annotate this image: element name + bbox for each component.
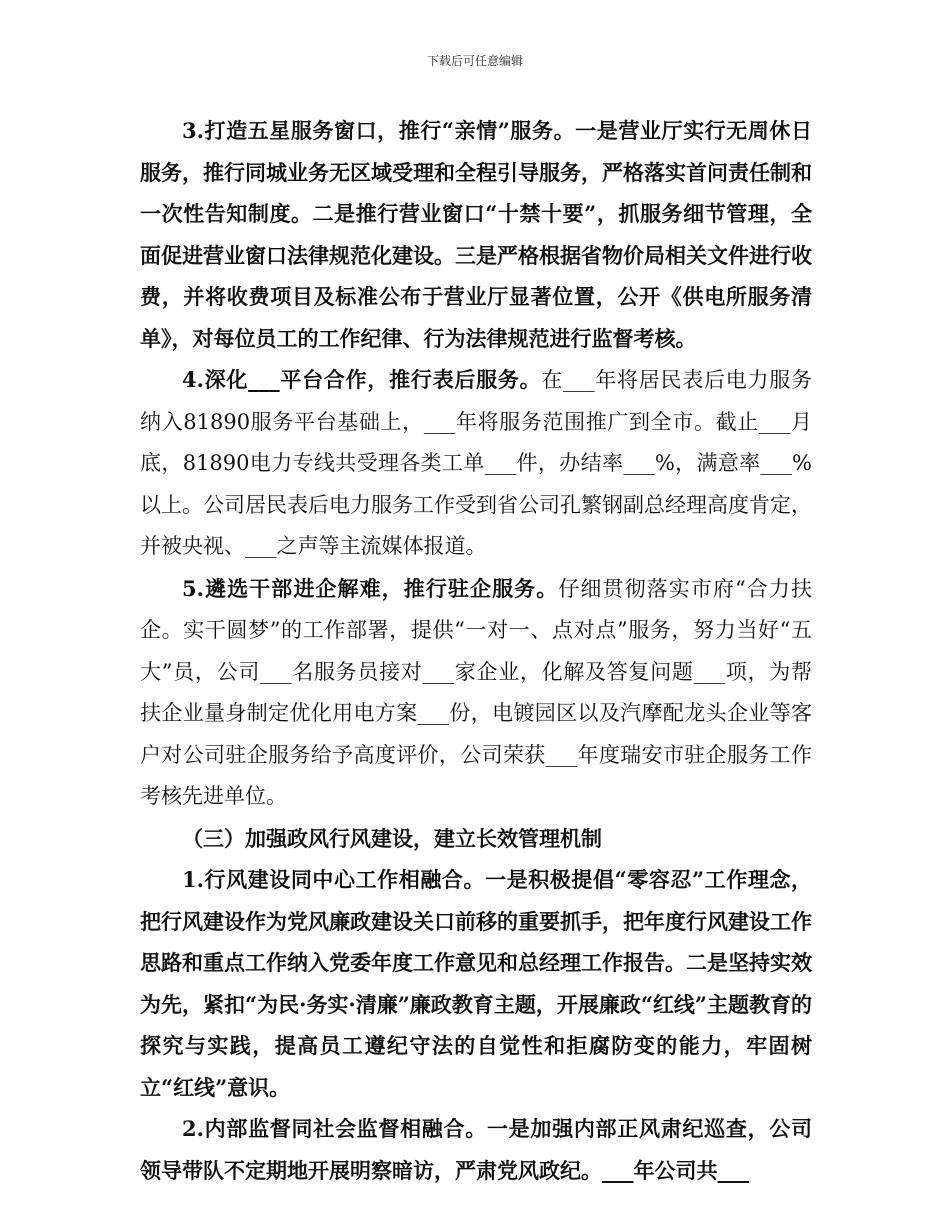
paragraph-4 (140, 359, 812, 568)
paragraph-2: 2.内部监督同社会监督相融合。一是加强内部正风肃纪巡查，公司领导带队不定期地开展明察暗访，严肃党风政纪。___年公司共___ (140, 1116, 812, 1183)
section-heading: （三）加强政风行风建设，建立长效管理机制 (182, 825, 602, 851)
paragraph-4-lead: 4.深化___平台合作，推行表后服务。 (182, 367, 542, 392)
paragraph-1: 1.行风建设同中心工作相融合。一是积极提倡“零容忍”工作理念，把行风建设作为党风廉政建设关口前移的重要抓手，把年度行风建设工作思路和重点工作纳入党委年度工作意见和总经理工作报告。二是坚持实效为先，紧扣“为民·务实·清廉”廉政教育主题，开展廉政“红线”主题教育的探究与实践，提高员工遵纪守法的自觉性和拒腐防变的能力，牢固树立“红线”意识。 (140, 867, 812, 1100)
paragraph-5 (140, 568, 812, 818)
paragraph-4-body: 在___年将居民表后电力服务纳入81890服务平台基础上，___年将服务范围推广到全市。截止___月底，81890电力专线共受理各类工单___件，办结率___%，满意率___%以上。公司居民表后电力服务工作受到省公司孔繁钢副总经理高度肯定，并被央视、___之声等主流媒体报道。 (140, 368, 813, 558)
paragraph-3: 3.打造五星服务窗口，推行“亲情”服务。一是营业厅实行无周休日服务，推行同城业务无区域受理和全程引导服务，严格落实首问责任制和一次性告知制度。二是推行营业窗口“十禁十要”，抓服务细节管理，全面促进营业窗口法律规范化建设。三是严格根据省物价局相关文件进行收费，并将收费项目及标准公布于营业厅显著位置，公开《供电所服务清单》，对每位员工的工作纪律、行为法律规范进行监督考核。 (140, 118, 812, 351)
document-body (140, 110, 812, 1191)
page-header: 下载后可任意编辑 (426, 54, 523, 68)
paragraph-5-body: 仔细贯彻落实市府“合力扶企。实干圆梦”的工作部署，提供“一对一、点对点”服务，努力当好“五大”员，公司___名服务员接对___家企业，化解及答复问题___项，为帮扶企业量身制定优化用电方案___份，电镀园区以及汽摩配龙头企业等客户对公司驻企服务给予高度评价，公司荣获___年度瑞安市驻企服务工作考核先进单位。 (140, 576, 812, 808)
paragraph-5-lead: 5.遴选干部进企解难，推行驻企服务。 (182, 575, 559, 601)
